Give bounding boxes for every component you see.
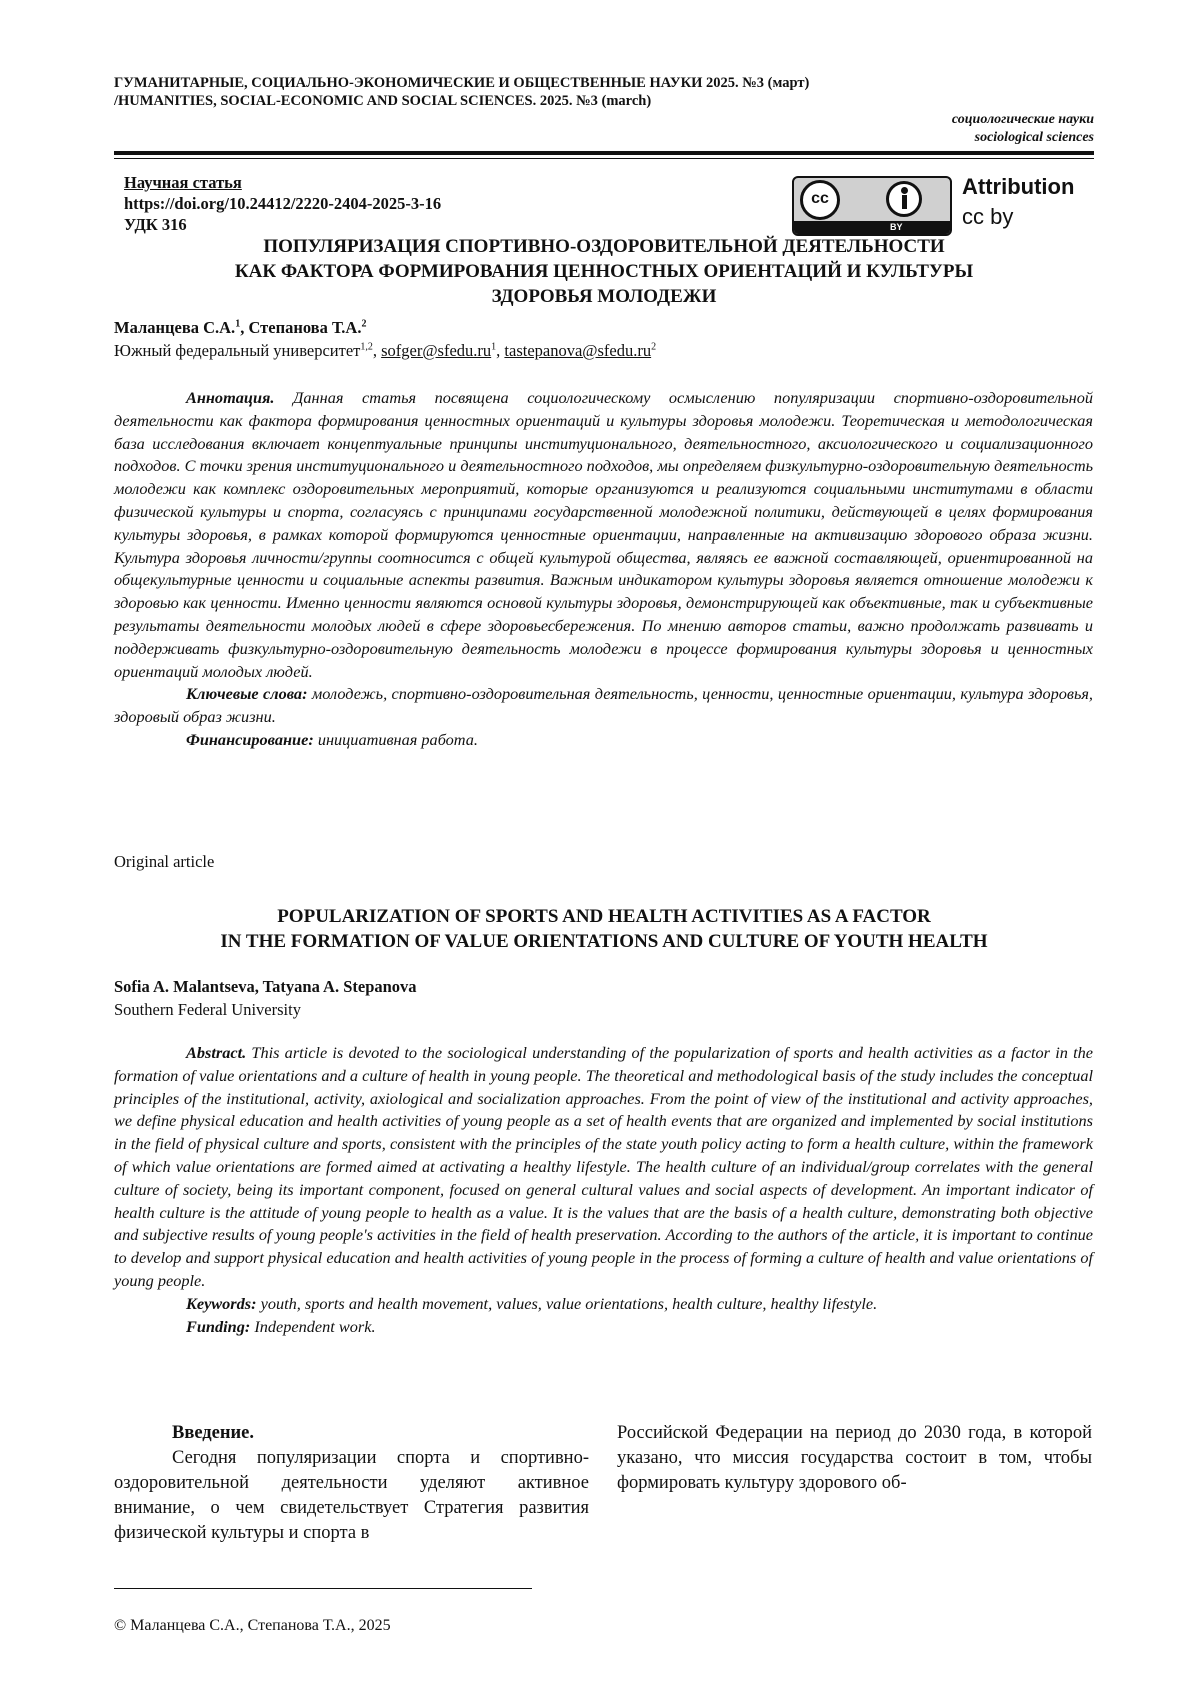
section-ru: социологические науки xyxy=(951,112,1094,127)
university: Южный федеральный университет xyxy=(114,341,361,360)
author-separator: , xyxy=(240,318,249,337)
body-text-right: Российской Федерации на период до 2030 года, в которой указано, что миссия государства состоит в том, чтобы формировать культуру здорового об- xyxy=(617,1423,1092,1493)
journal-title-en: /HUMANITIES, SOCIAL-ECONOMIC AND SOCIAL SCIENCES. 2025. №3 (march) xyxy=(114,93,652,109)
footnote-rule xyxy=(114,1588,532,1589)
copyright: © Маланцева С.А., Степанова Т.А., 2025 xyxy=(114,1617,391,1634)
ru-title xyxy=(114,234,1094,309)
article-meta xyxy=(124,172,441,235)
en-funding-text: Independent work. xyxy=(254,1316,376,1336)
ru-keywords-label: Ключевые слова: xyxy=(186,684,308,704)
author-1-sup: 1 xyxy=(235,318,241,330)
ru-abstract: Аннотация. Данная статья посвящена социологическому осмыслению популяризации спортивно-оздоровительной деятельности как фактора формирования ценностных ориентаций и культуры здоровья молодежи. Теоретическая и методологическая база исследования включает концептуальные принципы институционального, деятельностного, аксиологического и социализационного подходов. С точки зрения институционального и деятельностного подходов, мы определяем физкультурно-оздоровительную деятельность молодежи как комплекс оздоровительных мероприятий, которые организуются и реализуются социальными институтами в области физической культуры и спорта, согласуясь с принципами государственной молодежной политики, действующей в целях формирования культуры здоровья, в рамках которой формируются ценностные ориентации, направленные на активизацию здорового образа жизни. Культура здоровья личности/группы соотносится с общей культурой общества, являясь ее важной составляющей, ориентированной на общекультурные ценности и социальные аспекты развития. Важным индикатором культуры здоровья является отношение молодежи к здоровью как ценности. Именно ценности являются основой культуры здоровья, демонстрирующей как объективные, так и субъективные результаты деятельности молодых людей в сфере здоровьесбережения. По мнению авторов статьи, важно продолжать развивать и поддерживать физкультурно-оздоровительную деятельность молодежи в процессе формирования культуры здоровья и ценностных ориентаций молодых людей. Ключевые слова: молодежь, спортивно-оздоровительная деятельность, ценности, ценностные ориентации, культура здоровья, здоровый образ жизни. Финансирование: инициативная работа. xyxy=(114,388,1093,749)
en-keywords-label: Keywords xyxy=(186,1293,252,1313)
body-column-right xyxy=(617,1421,1092,1496)
journal-header xyxy=(114,74,1094,110)
author-1: Маланцева С.А. xyxy=(114,318,236,337)
doi-link[interactable]: https://doi.org/10.24412/2220-2404-2025-3-16 xyxy=(124,194,442,213)
en-title-line: IN THE FORMATION OF VALUE ORIENTATIONS AND CULTURE OF YOUTH HEALTH xyxy=(220,931,988,952)
ru-title-line: КАК ФАКТОРА ФОРМИРОВАНИЯ ЦЕННОСТНЫХ ОРИЕНТАЦИЙ И КУЛЬТУРЫ xyxy=(234,261,974,282)
en-funding-label: Funding xyxy=(186,1316,245,1336)
original-article-label: Original article xyxy=(114,852,215,871)
cc-by-bar: BY xyxy=(794,221,950,234)
email-link-1[interactable]: sofger@sfedu.ru xyxy=(381,341,492,360)
ru-affiliation: Южный федеральный университет$^{1,2}$, $sofger@sfedu.ru^1$, $tastepanova@sfedu.ru^2$ xyxy=(114,341,657,360)
en-keywords-text: youth, sports and health movement, values, value orientations, health culture, healthy lifestyle. xyxy=(260,1293,878,1313)
section-tag xyxy=(952,111,1094,147)
ru-abstract-text: Данная статья посвящена социологическому осмыслению популяризации спортивно-оздоровительной деятельности как фактора формирования ценностных ориентаций и культуры здоровья молодежи. Теоретическая и методологическая база исследования включает концептуальные принципы институционального, деятельностного, аксиологического и социализационного подходов. С точки зрения институционального и деятельностного подходов, мы определяем физкультурно-оздоровительную деятельность молодежи как комплекс оздоровительных мероприятий, которые организуются и реализуются социальными институтами в области физической культуры и спорта, согласуясь с принципами государственной молодежной политики, действующей в целях формирования культуры здоровья, в рамках которой формируются ценностные ориентации, направленные на активизацию здорового образа жизни. Культура здоровья личности/группы соотносится с общей культурой общества, являясь ее важной составляющей, ориентированной на общекультурные ценности и социальные аспекты развития. Важным индикатором культуры здоровья является отношение молодежи к здоровью как ценности. Именно ценности являются основой культуры здоровья, демонстрирующей как объективные, так и субъективные результаты деятельности молодых людей в сфере здоровьесбережения. По мнению авторов статьи, важно продолжать развивать и поддерживать физкультурно-оздоровительную деятельность молодежи в процессе формирования культуры здоровья и ценностных ориентаций молодых людей. xyxy=(114,388,1093,681)
license-text xyxy=(962,172,1074,232)
license-title: Attribution xyxy=(962,174,1075,199)
en-abstract-label: Abstract xyxy=(186,1043,243,1062)
en-abstract: Abstract. This article is devoted to the sociological understanding of the popularization of sports and health activities as a factor in the formation of value orientations and a culture of health in young people. The theoretical and methodological basis of the study includes the conceptual principles of the institutional, activity, axiological and socialization approaches. From the point of view of the institutional and activity approaches, we define physical education and health activities of young people as a set of health events that are organized and implemented by social institutions in the field of physical culture and sports, consistent with the principles of the state youth policy acting to form a health culture, within the framework of which value orientations are formed aimed at activating a healthy lifestyle. The health culture of an individual/group correlates with the general culture of society, being its important component, focused on general cultural values and social aspects of development. An important indicator of health culture is the attitude of young people to health as a value. It is the values that are the basis of a health culture, demonstrating both objective and subjective results of young people's activities in the field of health preservation. According to the authors of the article, it is important to continue to develop and support physical education and health activities of young people in the process of forming a culture of health and value orientations of young people. Keywords: youth, sports and health movement, values, value orientations, health culture, healthy lifestyle. Funding: Independent work. xyxy=(114,1043,1094,1336)
article-type: Научная статья xyxy=(124,173,242,192)
intro-heading: Введение. xyxy=(172,1423,255,1443)
en-abstract-text: This article is devoted to the sociological understanding of the popularization of sports and health activities as a factor in the formation of value orientations and a culture of health in young people. The theoretical and methodological basis of the study includes the conceptual principles of the institutional, activity, axiological and socialization approaches. From the point of view of the institutional and activity approaches, we define physical education and health activities of young people as a set of health events that are organized and implemented by social institutions in the field of physical culture and sports, consistent with the principles of the state youth policy acting to form a health culture, within the framework of which value orientations are formed aimed at activating a healthy lifestyle. The health culture of an individual/group correlates with the general culture of society, being its important component, focused on general cultural values and social aspects of development. An important indicator of health culture is the attitude of young people to health as a value. It is the values that are the basis of a health culture, demonstrating both objective and subjective results of young people's activities in the field of health preservation. According to the authors of the article, it is important to continue to develop and support physical education and health activities of young people in the process of forming a culture of health and value orientations of young people. xyxy=(114,1043,1094,1290)
en-affiliation: Southern Federal University xyxy=(114,1000,301,1019)
ru-abstract-label: Аннотация. xyxy=(186,388,275,407)
cc-license-badge[interactable] xyxy=(792,176,952,236)
section-en: sociological sciences xyxy=(974,130,1094,145)
university-sup: 1,2 xyxy=(360,341,373,353)
en-title xyxy=(114,904,1094,954)
ru-funding-text: инициативная работа. xyxy=(317,729,478,749)
email-link-2[interactable]: tastepanova@sfedu.ru xyxy=(504,341,652,360)
journal-title-ru: ГУМАНИТАРНЫЕ, СОЦИАЛЬНО-ЭКОНОМИЧЕСКИЕ И ОБЩЕСТВЕННЫЕ НАУКИ 2025. №3 (март) xyxy=(114,75,810,91)
body-column-left xyxy=(114,1421,589,1546)
author-2: Степанова Т.А. xyxy=(248,318,362,337)
author-2-sup: 2 xyxy=(361,318,367,330)
body-text-left: Сегодня популяризации спорта и спортивно-оздоровительной деятельности уделяют активное внимание, о чем свидетельствует Стратегия развития физической культуры и спорта в xyxy=(114,1448,589,1543)
email-1-sup: 1 xyxy=(491,341,497,353)
header-rule-thin xyxy=(114,158,1094,159)
ru-authors xyxy=(114,318,366,338)
ru-funding-label: Финансирование xyxy=(186,729,309,749)
license-sub: cc by xyxy=(962,204,1014,229)
udk: УДК 316 xyxy=(124,215,187,234)
ru-title-line: ПОПУЛЯРИЗАЦИЯ СПОРТИВНО-ОЗДОРОВИТЕЛЬНОЙ ДЕЯТЕЛЬНОСТИ xyxy=(263,236,945,257)
attribution-person-icon xyxy=(886,181,922,217)
email-2-sup: 2 xyxy=(651,341,657,353)
header-rule-thick xyxy=(114,151,1094,155)
ru-keywords-text: молодежь, спортивно-оздоровительная деятельность, ценности, ценностные ориентации, культура здоровья, здоровый образ жизни. xyxy=(114,684,1093,727)
ru-title-line: ЗДОРОВЬЯ МОЛОДЕЖИ xyxy=(491,286,717,307)
cc-icon: cc xyxy=(800,180,840,220)
en-title-line: POPULARIZATION OF SPORTS AND HEALTH ACTIVITIES AS A FACTOR xyxy=(277,906,931,927)
en-authors: Sofia A. Malantseva, Tatyana A. Stepanova xyxy=(114,977,417,996)
